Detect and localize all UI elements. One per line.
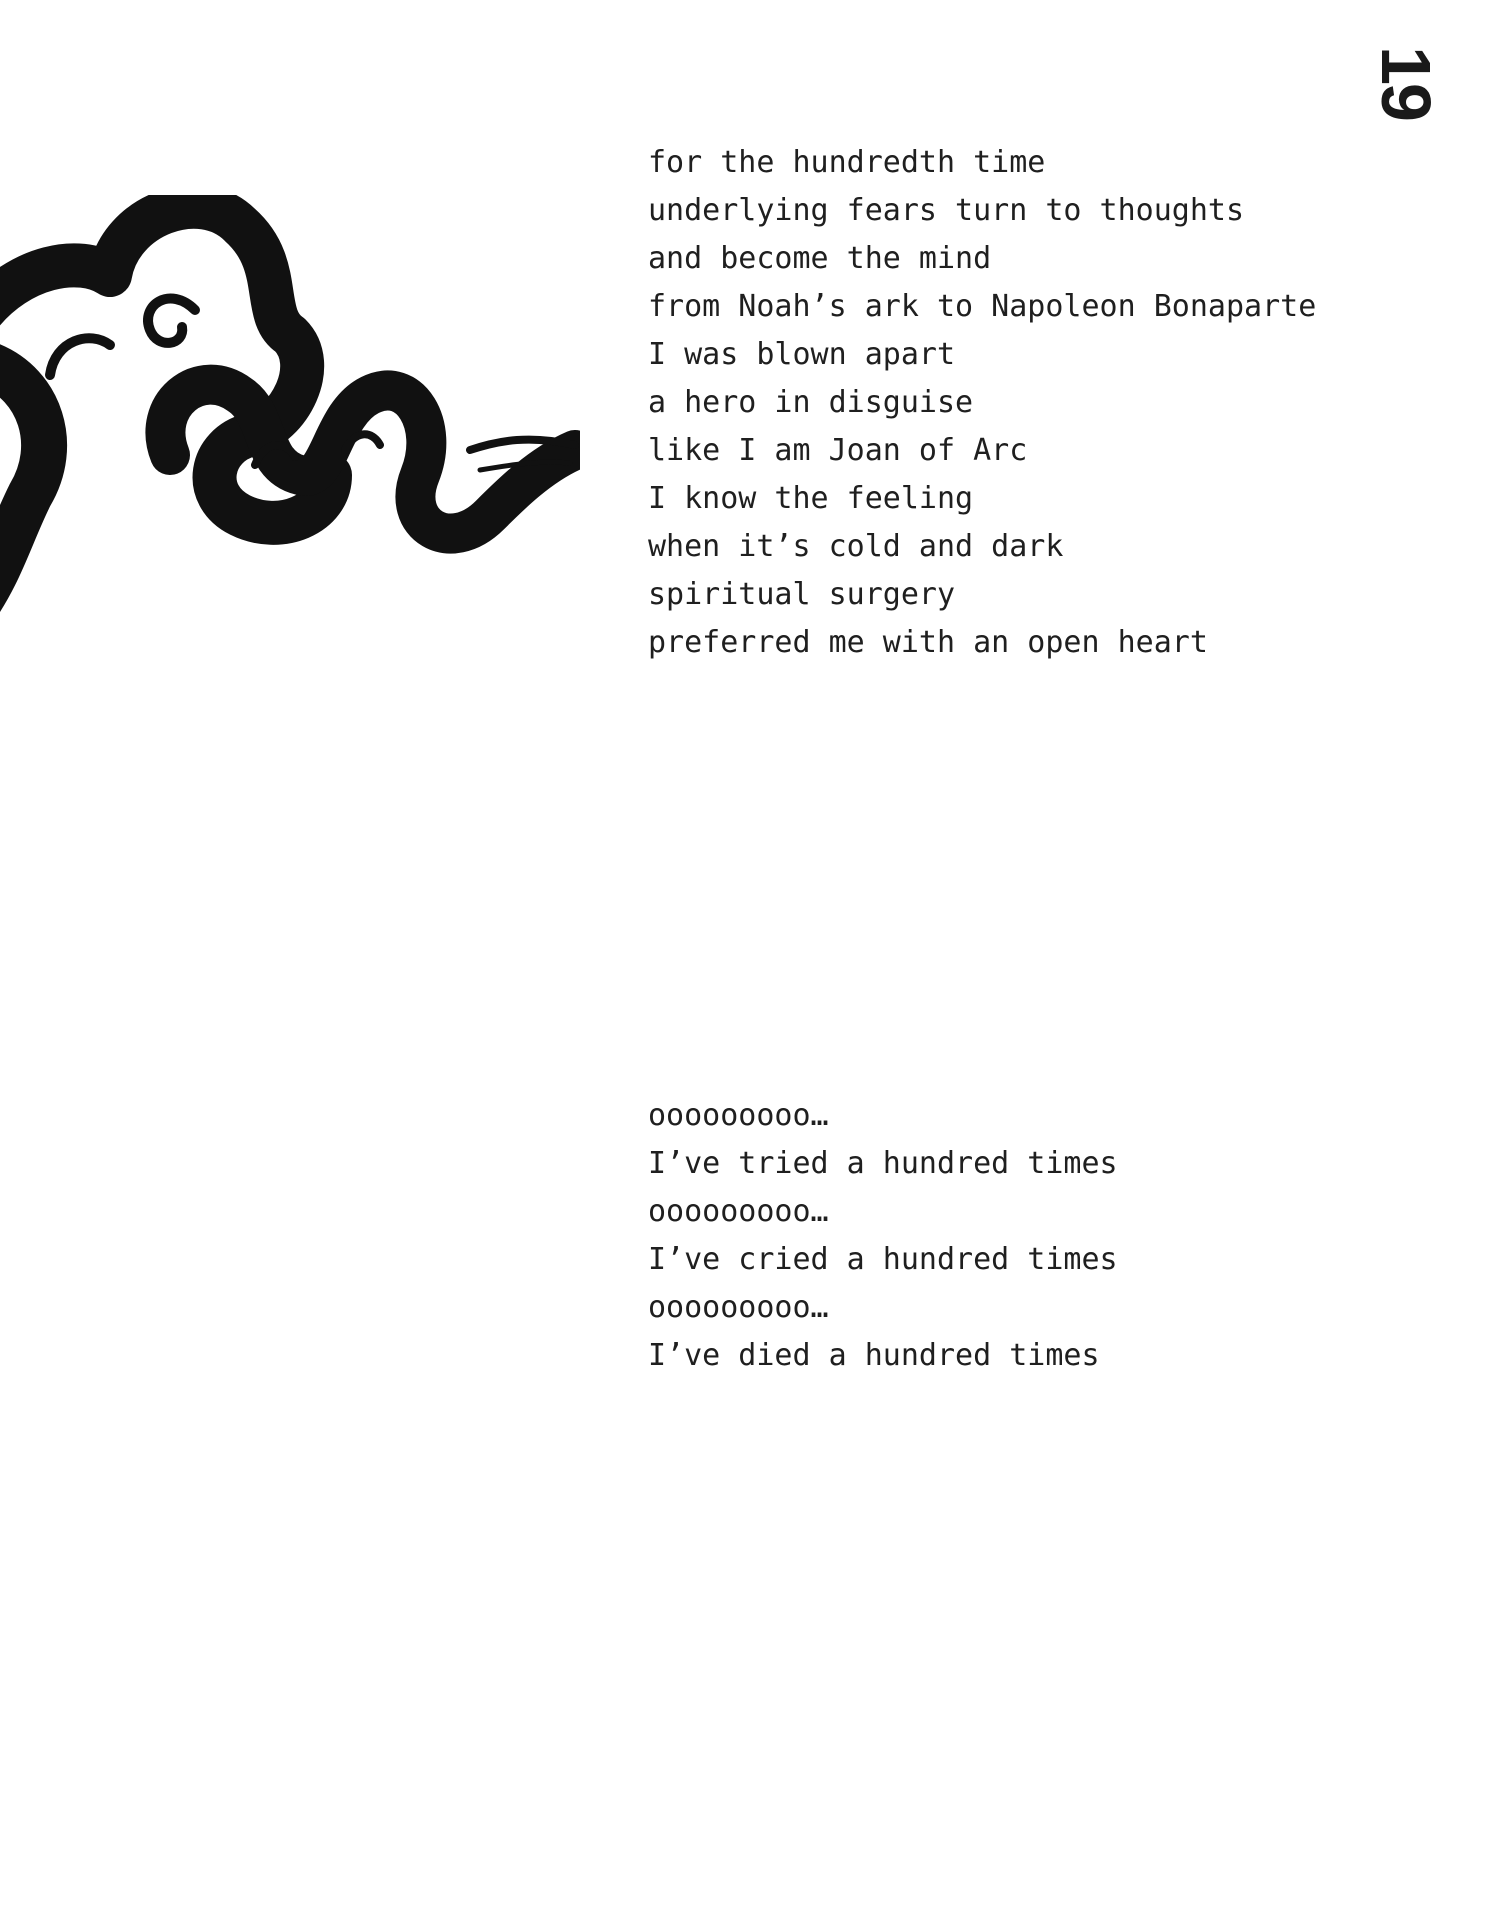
ink-cloud-swirl-icon	[0, 195, 580, 675]
poem-line: a hero in disguise	[648, 385, 974, 420]
poem-line: ooooooooo…	[648, 1098, 829, 1133]
poem-line: like I am Joan of Arc	[648, 433, 1028, 468]
poem-line: I know the feeling	[648, 481, 974, 516]
poem-line: I’ve tried a hundred times	[648, 1146, 1118, 1181]
poem-line: underlying fears turn to thoughts	[648, 193, 1245, 228]
poem-line: from Noah’s ark to Napoleon Bonaparte	[648, 289, 1317, 324]
poem-stanza-1	[648, 139, 1316, 667]
poem-line: spiritual surgery	[648, 577, 956, 612]
poem-stanza-2	[648, 1092, 1118, 1380]
poem-line: and become the mind	[648, 241, 992, 276]
poem-line: preferred me with an open heart	[648, 625, 1208, 660]
poem-line: when it’s cold and dark	[648, 529, 1064, 564]
poem-line: ooooooooo…	[648, 1194, 829, 1229]
page-number: 19	[1367, 46, 1446, 120]
poem-line: I’ve cried a hundred times	[648, 1242, 1118, 1277]
poem-line: I’ve died a hundred times	[648, 1338, 1100, 1373]
poem-line: for the hundredth time	[648, 145, 1046, 180]
poem-line: ooooooooo…	[648, 1290, 829, 1325]
poem-line: I was blown apart	[648, 337, 956, 372]
